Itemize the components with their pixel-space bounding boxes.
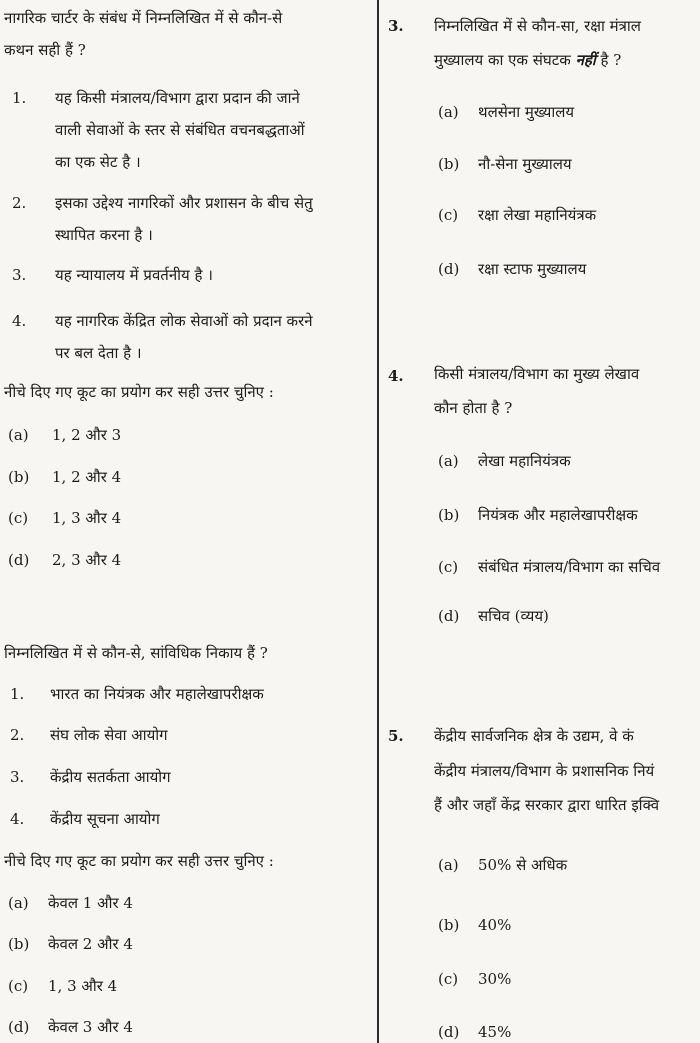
- option-label: (b): [438, 916, 460, 934]
- option-label: (b): [438, 155, 460, 173]
- question-number: 4.: [388, 367, 404, 385]
- option-label: (c): [8, 509, 29, 527]
- option-label: (c): [438, 970, 459, 988]
- question-stem-line: किसी मंत्रालय/विभाग का मुख्य लेखाव: [434, 365, 640, 383]
- statement-text: भारत का नियंत्रक और महालेखापरीक्षक: [50, 685, 264, 703]
- instruction-text: नीचे दिए गए कूट का प्रयोग कर सही उत्तर चुनिए :: [4, 852, 274, 870]
- question-stem-line: केंद्रीय मंत्रालय/विभाग के प्रशासनिक नियं: [434, 762, 655, 780]
- statement-text: इसका उद्देश्य नागरिकों और प्रशासन के बीच सेतु: [55, 194, 313, 212]
- question-stem: निम्नलिखित में से कौन-से, सांविधिक निकाय हैं ?: [4, 644, 268, 662]
- option-text: केवल 3 और 4: [48, 1018, 133, 1036]
- question-stem-line: कौन होता है ?: [434, 399, 513, 417]
- option-text: नौ-सेना मुख्यालय: [478, 155, 572, 173]
- option-text: केवल 1 और 4: [48, 894, 133, 912]
- statement-text: यह नागरिक केंद्रित लोक सेवाओं को प्रदान करने: [55, 312, 313, 330]
- option-text: 1, 3 और 4: [48, 977, 118, 995]
- statement-text: केंद्रीय सूचना आयोग: [50, 810, 160, 828]
- option-label: (c): [438, 558, 459, 576]
- option-label: (c): [8, 977, 29, 995]
- option-text: 40%: [478, 916, 512, 934]
- option-text: रक्षा लेखा महानियंत्रक: [478, 206, 597, 224]
- emphasis-not: नहीं: [575, 51, 596, 69]
- option-label: (d): [438, 260, 460, 278]
- statement-text: वाली सेवाओं के स्तर से संबंधित वचनबद्धताओं: [55, 121, 305, 139]
- statement-number: 2.: [10, 726, 25, 744]
- option-text: 2, 3 और 4: [52, 551, 122, 569]
- question-stem-line: हैं और जहाँ केंद्र सरकार द्वारा धारित इक्वि: [434, 796, 660, 814]
- statement-text: केंद्रीय सतर्कता आयोग: [50, 768, 171, 786]
- statement-number: 4.: [12, 312, 27, 330]
- statement-text: स्थापित करना है ।: [55, 226, 153, 244]
- statement-number: 2.: [12, 194, 27, 212]
- option-text: सचिव (व्यय): [478, 607, 549, 625]
- statement-number: 4.: [10, 810, 25, 828]
- statement-text: यह किसी मंत्रालय/विभाग द्वारा प्रदान की जाने: [55, 89, 300, 107]
- option-label: (d): [438, 607, 460, 625]
- statement-number: 3.: [10, 768, 25, 786]
- option-label: (a): [438, 452, 459, 470]
- option-label: (d): [438, 1023, 460, 1041]
- option-text: संबंधित मंत्रालय/विभाग का सचिव: [478, 558, 661, 576]
- option-text: रक्षा स्टाफ मुख्यालय: [478, 260, 587, 278]
- statement-number: 1.: [10, 685, 25, 703]
- option-text: केवल 2 और 4: [48, 935, 133, 953]
- option-label: (b): [8, 935, 30, 953]
- option-text: 1, 2 और 3: [52, 426, 122, 444]
- question-stem-line: मुख्यालय का एक संघटक नहीं है ?: [434, 51, 622, 69]
- question-number: 5.: [388, 727, 404, 745]
- option-label: (a): [8, 426, 29, 444]
- option-label: (a): [8, 894, 29, 912]
- statement-text: का एक सेट है ।: [55, 153, 141, 171]
- column-divider: [377, 0, 379, 1043]
- statement-text: यह न्यायालय में प्रवर्तनीय है ।: [55, 266, 213, 284]
- instruction-text: नीचे दिए गए कूट का प्रयोग कर सही उत्तर चुनिए :: [4, 383, 274, 401]
- option-text: 50% से अधिक: [478, 856, 568, 874]
- statement-text: संघ लोक सेवा आयोग: [50, 726, 168, 744]
- question-stem-line: केंद्रीय सार्वजनिक क्षेत्र के उद्यम, वे कं: [434, 727, 634, 745]
- option-label: (b): [438, 506, 460, 524]
- option-label: (d): [8, 551, 30, 569]
- option-label: (a): [438, 103, 459, 121]
- option-text: 1, 3 और 4: [52, 509, 122, 527]
- option-label: (a): [438, 856, 459, 874]
- statement-text: पर बल देता है ।: [55, 344, 142, 362]
- question-stem-line: नागरिक चार्टर के संबंध में निम्नलिखित में से कौन-से: [4, 9, 283, 27]
- option-label: (c): [438, 206, 459, 224]
- option-text: 1, 2 और 4: [52, 468, 122, 486]
- option-label: (d): [8, 1018, 30, 1036]
- right-column: [380, 0, 700, 1043]
- option-text: नियंत्रक और महालेखापरीक्षक: [478, 506, 638, 524]
- option-label: (b): [8, 468, 30, 486]
- option-text: 30%: [478, 970, 512, 988]
- option-text: 45%: [478, 1023, 512, 1041]
- option-text: थलसेना मुख्यालय: [478, 103, 575, 121]
- question-number: 3.: [388, 17, 404, 35]
- option-text: लेखा महानियंत्रक: [478, 452, 571, 470]
- statement-number: 1.: [12, 89, 27, 107]
- question-stem-line: कथन सही हैं ?: [4, 41, 86, 59]
- question-stem-line: निम्नलिखित में से कौन-सा, रक्षा मंत्राल: [434, 17, 641, 35]
- statement-number: 3.: [12, 266, 27, 284]
